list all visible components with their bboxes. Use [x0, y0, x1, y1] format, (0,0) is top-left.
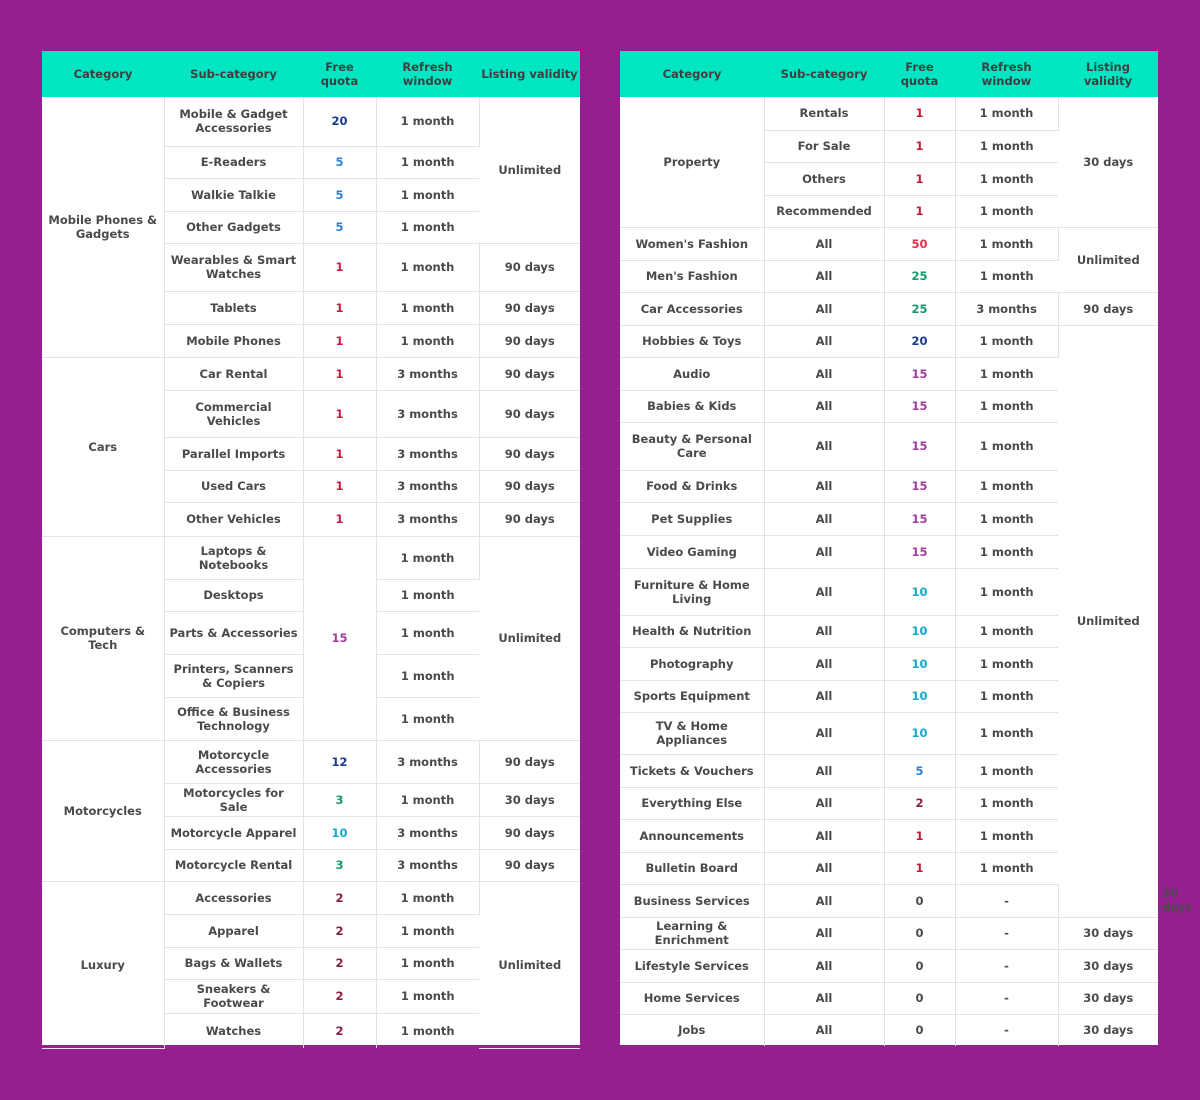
refresh-window-cell: 1 month [955, 390, 1058, 422]
listing-validity-cell: 30 days [1058, 982, 1158, 1014]
sub-category-cell: Recommended [764, 195, 884, 227]
sub-category-cell: Car Rental [164, 357, 303, 390]
free-quota-cell: 10 [884, 712, 955, 754]
free-quota-cell: 15 [884, 470, 955, 502]
sub-category-cell: All [764, 680, 884, 712]
free-quota-cell: 2 [303, 979, 376, 1013]
refresh-window-cell: 1 month [955, 787, 1058, 819]
free-quota-cell: 1 [303, 357, 376, 390]
free-quota-cell: 50 [884, 227, 955, 260]
listing-validity-cell: 30 days [1083, 1023, 1134, 1038]
sub-category-cell: Parts & Accessories [164, 611, 303, 654]
sub-category-cell: Office & Business Technology [164, 697, 303, 740]
free-quota-cell: 15 [884, 535, 955, 568]
free-quota-cell: 3 [303, 849, 376, 881]
refresh-window-cell: 1 month [955, 852, 1058, 884]
refresh-window-cell: 3 months [376, 470, 479, 502]
refresh-window-cell: 1 month [376, 947, 479, 979]
free-quota-cell: 2 [303, 914, 376, 947]
free-quota-cell: 1 [884, 819, 955, 852]
left-table-panel [42, 51, 580, 1045]
refresh-window-cell: 1 month [955, 422, 1058, 470]
sub-category-cell: Motorcycles for Sale [164, 783, 303, 816]
refresh-window-cell: 1 month [376, 697, 479, 740]
listing-validity-cell: 90 days [479, 324, 580, 357]
free-quota-cell: 1 [884, 852, 955, 884]
sub-category-cell: All [764, 357, 884, 390]
sub-category-cell: All [764, 884, 884, 917]
sub-category-cell: Sneakers & Footwear [164, 979, 303, 1013]
free-quota-cell: 1 [303, 437, 376, 470]
refresh-window-cell: 1 month [376, 211, 479, 243]
right-quota-table [620, 51, 1192, 1046]
header-refresh-window: Refresh window [376, 51, 479, 97]
free-quota-cell: 5 [884, 754, 955, 787]
sub-category-cell: Parallel Imports [164, 437, 303, 470]
sub-category-cell: All [764, 325, 884, 357]
free-quota-cell: 0 [884, 884, 955, 917]
refresh-window-cell: 1 month [376, 783, 479, 816]
table-row: Business Services All 0 - 30 days [620, 884, 1158, 917]
sub-category-cell: All [764, 260, 884, 292]
refresh-window-cell: 1 month [955, 502, 1058, 535]
free-quota-cell: 15 [884, 422, 955, 470]
table-row [620, 1014, 1158, 1046]
refresh-window-cell: 1 month [376, 881, 479, 914]
category-cell: Jobs [620, 1014, 764, 1046]
listing-validity-cell: 90 days [479, 816, 580, 849]
refresh-window-cell: 1 month [955, 97, 1058, 130]
table-row [620, 325, 1158, 357]
sub-category-cell: Wearables & Smart Watches [164, 243, 303, 291]
header-listing-validity: Listing validity [1058, 51, 1158, 97]
category-cell: Sports Equipment [620, 680, 764, 712]
sub-category-cell: Laptops & Notebooks [164, 536, 303, 579]
listing-validity-cell: 90 days [1058, 292, 1158, 325]
refresh-window-cell: 1 month [955, 227, 1058, 260]
sub-category-cell: Tablets [164, 291, 303, 324]
listing-validity-cell: 30 days [1058, 949, 1158, 982]
table-row [42, 740, 580, 783]
free-quota-cell: 25 [884, 260, 955, 292]
category-cell: Photography [620, 647, 764, 680]
category-cell: Business Services [620, 884, 764, 917]
sub-category-cell: Mobile & Gadget Accessories [164, 97, 303, 146]
refresh-window-cell: 1 month [376, 324, 479, 357]
listing-validity-cell: 90 days [479, 849, 580, 881]
category-cell: TV & Home Appliances [620, 712, 764, 754]
header-row [620, 51, 1158, 97]
free-quota-cell: 1 [303, 502, 376, 536]
free-quota-cell: 15 [884, 502, 955, 535]
category-cell: Audio [620, 357, 764, 390]
sub-category-cell: All [764, 535, 884, 568]
header-category: Category [620, 51, 764, 97]
free-quota-cell: 2 [303, 881, 376, 914]
refresh-window-cell: 1 month [376, 654, 479, 697]
listing-validity-cell: 30 days [1058, 97, 1158, 227]
sub-category-cell: Mobile Phones [164, 324, 303, 357]
category-cell: Tickets & Vouchers [620, 754, 764, 787]
category-cell: Bulletin Board [620, 852, 764, 884]
category-cell: Learning & Enrichment [620, 917, 764, 949]
table-row [42, 881, 580, 914]
category-cell: Men's Fashion [620, 260, 764, 292]
refresh-window-cell: 1 month [955, 260, 1058, 292]
table-row [42, 357, 580, 390]
listing-validity-cell: Unlimited [479, 97, 580, 243]
table-row [620, 292, 1158, 325]
table-row [620, 982, 1158, 1014]
free-quota-cell: 5 [303, 178, 376, 211]
sub-category-cell: Bags & Wallets [164, 947, 303, 979]
sub-category-cell: Commercial Vehicles [164, 390, 303, 437]
listing-validity-cell: 90 days [479, 390, 580, 437]
sub-category-cell: E-Readers [164, 146, 303, 178]
free-quota-cell: 20 [303, 97, 376, 146]
free-quota-cell: 1 [303, 470, 376, 502]
header-refresh-window: Refresh window [955, 51, 1058, 97]
refresh-window-cell: - [955, 949, 1058, 982]
listing-validity-cell: Unlimited [1058, 227, 1158, 292]
refresh-window-cell: 1 month [376, 146, 479, 178]
header-listing-validity: Listing validity [479, 51, 580, 97]
refresh-window-cell: 1 month [955, 712, 1058, 754]
table-row [620, 97, 1158, 130]
refresh-window-cell: 1 month [376, 97, 479, 146]
refresh-window-cell: 1 month [376, 291, 479, 324]
refresh-window-cell: 3 months [376, 849, 479, 881]
sub-category-cell: All [764, 390, 884, 422]
free-quota-cell: 15 [884, 357, 955, 390]
free-quota-cell: 10 [884, 680, 955, 712]
free-quota-cell: 15 [884, 390, 955, 422]
listing-validity-cell: Unlimited [479, 881, 580, 1048]
refresh-window-cell: - [955, 1014, 1058, 1046]
free-quota-cell: 1 [884, 97, 955, 130]
refresh-window-cell: 1 month [376, 914, 479, 947]
category-cell: Babies & Kids [620, 390, 764, 422]
free-quota-cell: 2 [303, 947, 376, 979]
category-cell: Everything Else [620, 787, 764, 819]
sub-category-cell: Used Cars [164, 470, 303, 502]
sub-category-cell: Desktops [164, 579, 303, 611]
free-quota-cell: 10 [884, 568, 955, 615]
category-cell: Furniture & Home Living [620, 568, 764, 615]
sub-category-cell: Printers, Scanners & Copiers [164, 654, 303, 697]
category-cell: Women's Fashion [620, 227, 764, 260]
category-cell: Beauty & Personal Care [620, 422, 764, 470]
listing-validity-cell: 90 days [479, 243, 580, 291]
refresh-window-cell: 3 months [376, 437, 479, 470]
sub-category-cell: Apparel [164, 914, 303, 947]
free-quota-cell: 10 [884, 615, 955, 647]
sub-category-cell: All [764, 647, 884, 680]
category-cell: Property [620, 97, 764, 227]
refresh-window-cell: 3 months [955, 292, 1058, 325]
header-free-quota: Free quota [303, 51, 376, 97]
sub-category-cell: Other Vehicles [164, 502, 303, 536]
category-cell: Hobbies & Toys [620, 325, 764, 357]
sub-category-cell: All [764, 852, 884, 884]
free-quota-cell: 5 [303, 146, 376, 178]
refresh-window-cell: 3 months [376, 357, 479, 390]
category-cell: Car Accessories [620, 292, 764, 325]
listing-validity-cell: 30 days [1058, 917, 1158, 949]
sub-category-cell: Other Gadgets [164, 211, 303, 243]
refresh-window-cell: 1 month [376, 178, 479, 211]
refresh-window-cell: 3 months [376, 740, 479, 783]
refresh-window-cell: 1 month [955, 680, 1058, 712]
refresh-window-cell: 1 month [400, 1023, 455, 1038]
free-quota-cell: 15 [303, 536, 376, 740]
table-row [620, 227, 1158, 260]
listing-validity-cell: 90 days [479, 502, 580, 536]
sub-category-cell: All [764, 949, 884, 982]
free-quota-cell: 0 [884, 949, 955, 982]
right-table-panel [620, 51, 1192, 1045]
sub-category-cell: All [764, 470, 884, 502]
refresh-window-cell: 1 month [955, 162, 1058, 195]
refresh-window-cell: 1 month [955, 615, 1058, 647]
free-quota-cell: 0 [884, 1014, 955, 1046]
listing-validity-cell: 90 days [479, 291, 580, 324]
sub-category-cell: Motorcycle Accessories [164, 740, 303, 783]
sub-category-cell: Others [764, 162, 884, 195]
listing-validity-cell: 90 days [479, 470, 580, 502]
listing-validity-cell: 90 days [479, 437, 580, 470]
refresh-window-cell: 1 month [955, 195, 1058, 227]
header-sub-category: Sub-category [164, 51, 303, 97]
sub-category-cell: Motorcycle Apparel [164, 816, 303, 849]
category-cell: Mobile Phones & Gadgets [42, 97, 164, 357]
sub-category-cell: All [764, 754, 884, 787]
sub-category-cell: All [764, 422, 884, 470]
free-quota-cell: 10 [884, 647, 955, 680]
category-cell: Computers & Tech [42, 536, 164, 740]
refresh-window-cell: 3 months [376, 816, 479, 849]
sub-category-cell: All [764, 712, 884, 754]
sub-category-cell: Walkie Talkie [164, 178, 303, 211]
table-row [42, 97, 580, 146]
refresh-window-cell: 1 month [955, 130, 1058, 162]
sub-category-cell: All [764, 292, 884, 325]
listing-validity-cell: Unlimited [1058, 325, 1158, 917]
refresh-window-cell: 1 month [376, 579, 479, 611]
category-cell: Cars [42, 357, 164, 536]
sub-category-cell: All [764, 982, 884, 1014]
listing-validity-cell: 90 days [479, 357, 580, 390]
category-cell: Home Services [620, 982, 764, 1014]
refresh-window-cell: 1 month [955, 357, 1058, 390]
free-quota-cell: 10 [303, 816, 376, 849]
sub-category-cell: All [764, 819, 884, 852]
sub-category-cell: Motorcycle Rental [164, 849, 303, 881]
sub-category-cell: Rentals [764, 97, 884, 130]
free-quota-cell: 1 [303, 390, 376, 437]
sub-category-cell: All [764, 227, 884, 260]
sub-category-cell: All [764, 1014, 884, 1046]
free-quota-cell: 2 [884, 787, 955, 819]
free-quota-cell: 3 [303, 783, 376, 816]
category-cell: Motorcycles [42, 740, 164, 881]
category-cell: Luxury [42, 881, 164, 1048]
free-quota-cell: 20 [884, 325, 955, 357]
sub-category-cell: All [764, 787, 884, 819]
refresh-window-cell: 1 month [955, 535, 1058, 568]
table-row [42, 536, 580, 579]
free-quota-cell: 25 [884, 292, 955, 325]
sub-category-cell: Watches [164, 1013, 303, 1048]
listing-validity-cell: 30 days [479, 783, 580, 816]
refresh-window-cell: 1 month [955, 754, 1058, 787]
free-quota-cell: 5 [303, 211, 376, 243]
table-row [620, 917, 1158, 949]
category-cell: Pet Supplies [620, 502, 764, 535]
refresh-window-cell: 3 months [376, 502, 479, 536]
sub-category-cell: All [764, 615, 884, 647]
free-quota-cell: 1 [303, 291, 376, 324]
header-row [42, 51, 580, 97]
refresh-window-cell: 1 month [376, 243, 479, 291]
refresh-window-cell: 1 month [955, 470, 1058, 502]
refresh-window-cell: - [955, 982, 1058, 1014]
category-cell: Lifestyle Services [620, 949, 764, 982]
category-cell: Announcements [620, 819, 764, 852]
free-quota-cell: 1 [303, 243, 376, 291]
header-sub-category: Sub-category [764, 51, 884, 97]
refresh-window-cell: 3 months [376, 390, 479, 437]
header-free-quota: Free quota [884, 51, 955, 97]
sub-category-cell: All [764, 568, 884, 615]
sub-category-cell: All [764, 917, 884, 949]
left-quota-table [42, 51, 580, 1049]
free-quota-cell: 1 [303, 324, 376, 357]
free-quota-cell: 2 [303, 1013, 376, 1048]
free-quota-cell: 1 [884, 195, 955, 227]
header-category: Category [42, 51, 164, 97]
category-cell: Health & Nutrition [620, 615, 764, 647]
category-cell: Food & Drinks [620, 470, 764, 502]
sub-category-cell: For Sale [764, 130, 884, 162]
refresh-window-cell: 1 month [955, 568, 1058, 615]
category-cell: Video Gaming [620, 535, 764, 568]
refresh-window-cell: 1 month [955, 647, 1058, 680]
listing-validity-cell: 90 days [479, 740, 580, 783]
listing-validity-cell: Unlimited [479, 536, 580, 740]
refresh-window-cell: 1 month [955, 325, 1058, 357]
free-quota-cell: 1 [884, 130, 955, 162]
refresh-window-cell: - [955, 884, 1058, 917]
table-row [620, 949, 1158, 982]
free-quota-cell: 0 [884, 917, 955, 949]
free-quota-cell: 12 [303, 740, 376, 783]
free-quota-cell: 1 [884, 162, 955, 195]
sub-category-cell: Accessories [164, 881, 303, 914]
refresh-window-cell: 1 month [376, 979, 479, 1013]
refresh-window-cell: 1 month [376, 611, 479, 654]
free-quota-cell: 0 [884, 982, 955, 1014]
sub-category-cell: All [764, 502, 884, 535]
refresh-window-cell: 1 month [376, 536, 479, 579]
refresh-window-cell: - [955, 917, 1058, 949]
refresh-window-cell: 1 month [955, 819, 1058, 852]
